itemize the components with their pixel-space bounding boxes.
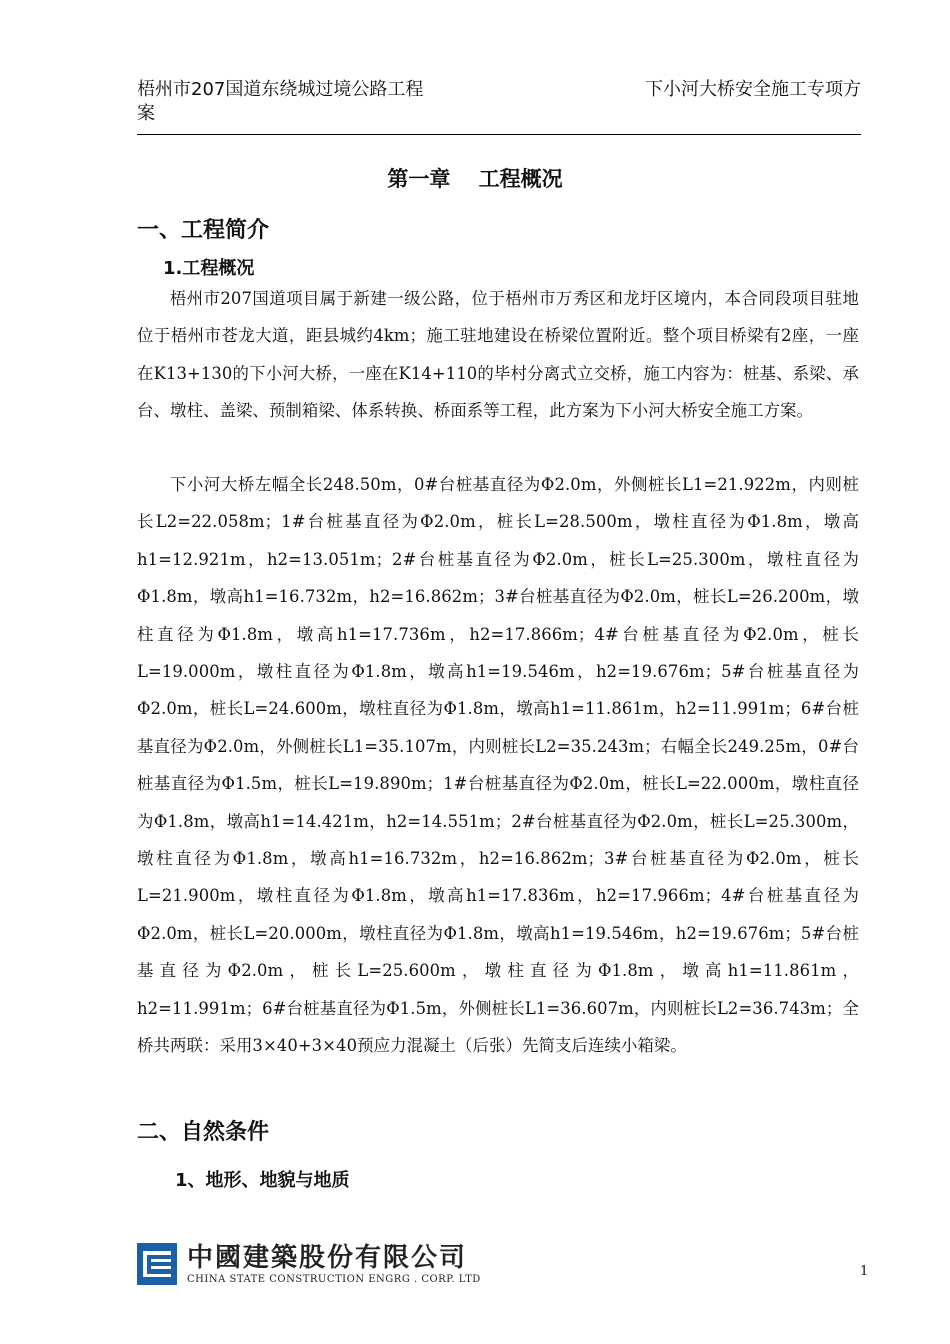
company-logo: [137, 1243, 481, 1285]
paragraph-bridge-details: 下小河大桥左幅全长248.50m，0#台桩基直径为Φ2.0m，外侧桩长L1=21.922m，内则桩长L2=22.058m；1#台桩基直径为Φ2.0m，桩长L=28.500m，墩柱直径为Φ1.8m，墩高h1=12.921m，h2=13.051m；2#台桩基直径为Φ2.0m，桩长L=25.300m，墩柱直径为Φ1.8m，墩高h1=16.732m，h2=16.862m；3#台桩基直径为Φ2.0m，桩长L=26.200m，墩柱直径为Φ1.8m，墩高h1=17.736m，h2=17.866m；4#台桩基直径为Φ2.0m，桩长L=19.000m，墩柱直径为Φ1.8m，墩高h1=19.546m，h2=19.676m；5#台桩基直径为Φ2.0m，桩长L=24.600m，墩柱直径为Φ1.8m，墩高h1=11.861m，h2=11.991m；6#台桩基直径为Φ2.0m，外侧桩长L1=35.107m，内则桩长L2=35.243m；右幅全长249.25m，0#台桩基直径为Φ1.5m，桩长L=19.890m；1#台桩基直径为Φ2.0m，桩长L=22.000m，墩柱直径为Φ1.8m，墩高h1=14.421m，h2=14.551m；2#台桩基直径为Φ2.0m，桩长L=25.300m，墩柱直径为Φ1.8m，墩高h1=16.732m，h2=16.862m；3#台桩基直径为Φ2.0m，桩长L=21.900m，墩柱直径为Φ1.8m，墩高h1=17.836m，h2=17.966m；4#台桩基直径为Φ2.0m，桩长L=20.000m，墩柱直径为Φ1.8m，墩高h1=19.546m，h2=19.676m；5#台桩基直径为Φ2.0m，桩长L=25.600m，墩柱直径为Φ1.8m，墩高h1=11.861m，h2=11.991m；6#台桩基直径为Φ1.5m，外侧桩长L1=36.607m，内则桩长L2=36.743m；全桥共两联：采用3×40+3×40预应力混凝土（后张）先简支后连续小箱梁。: [137, 475, 859, 1056]
header-title-wrap: 案: [137, 103, 155, 124]
page-number: 1: [860, 1264, 869, 1279]
paragraph-project-intro: 梧州市207国道项目属于新建一级公路，位于梧州市万秀区和龙圩区境内，本合同段项目驻地位于梧州市苍龙大道，距县城约4km；施工驻地建设在桥梁位置附近。整个项目桥梁有2座，一座在K13+130的下小河大桥，一座在K14+110的毕村分离式立交桥，施工内容为：桩基、系梁、承台、墩柱、盖梁、预制箱梁、体系转换、桥面系等工程，此方案为下小河大桥安全施工方案。: [137, 289, 859, 421]
page-header: [137, 78, 861, 135]
subsection-heading-project-overview: 1.工程概况: [163, 258, 255, 279]
company-name-en: CHINA STATE CONSTRUCTION ENGRG . CORP. LTD: [187, 1273, 481, 1285]
subsection-heading-terrain: 1、地形、地貌与地质: [175, 1170, 350, 1191]
section-heading-natural-conditions: 二、自然条件: [137, 1120, 270, 1145]
header-project-title: 梧州市207国道东绕城过境公路工程: [137, 79, 424, 100]
section-heading-overview: 一、工程简介: [137, 218, 270, 243]
company-name-cn: 中國建築股份有限公司: [187, 1242, 468, 1273]
header-document-title: 下小河大桥安全施工专项方: [645, 79, 861, 100]
chapter-title: 第一章 工程概况: [387, 167, 563, 191]
cscec-logo-icon: [137, 1243, 177, 1285]
